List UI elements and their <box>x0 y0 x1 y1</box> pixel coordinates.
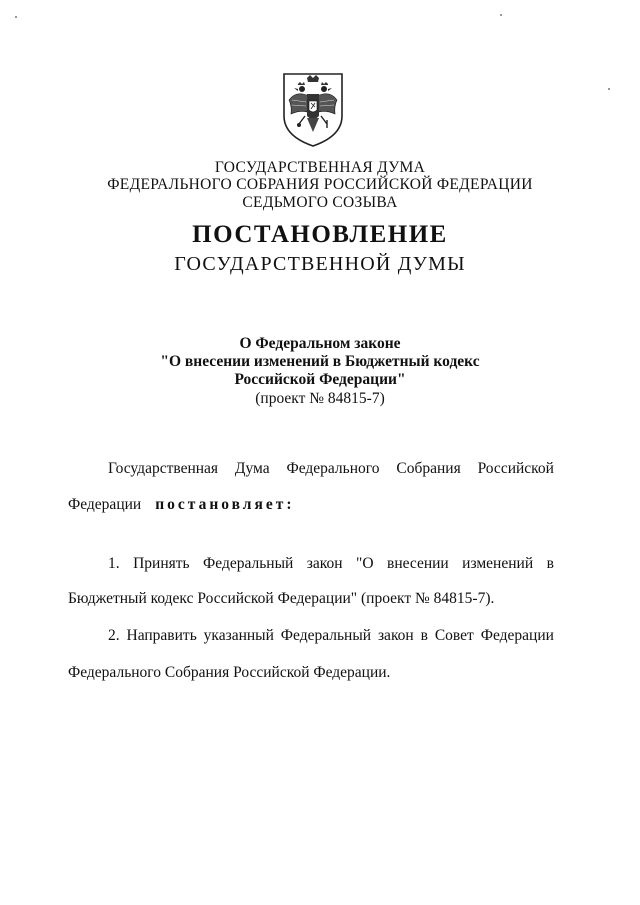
item-2-word: Федерации <box>480 627 554 644</box>
item-1-word: внесении <box>387 555 449 572</box>
item-1-word: Федеральный <box>203 555 294 572</box>
document-subtitle: ГОСУДАРСТВЕННОЙ ДУМЫ <box>174 253 466 275</box>
item-1-word: 1. <box>108 555 120 572</box>
item-2-line-2: Федерального Собрания Российской Федерации. <box>68 664 391 681</box>
preamble-word: Дума <box>234 460 270 477</box>
header-line-convocation: СЕДЬМОГО СОЗЫВА <box>242 194 398 211</box>
preamble-word: Государственная <box>108 460 219 477</box>
project-number: (проект № 84815-7) <box>255 390 385 407</box>
preamble-federation-word: Федерации <box>68 496 142 513</box>
item-2-word: Совет <box>434 627 474 644</box>
resolves-verb: постановляет: <box>155 496 295 513</box>
item-2-word: Федеральный <box>280 627 372 644</box>
item-2-word: указанный <box>203 627 274 644</box>
document-title: ПОСТАНОВЛЕНИЕ <box>192 221 448 248</box>
item-2-line-1 <box>108 627 554 645</box>
subject-line-3: Российской Федерации" <box>234 371 406 388</box>
subject-line-1: О Федеральном законе <box>239 335 401 352</box>
preamble-word: Федерального <box>286 460 380 477</box>
item-1-word: изменений <box>462 555 534 572</box>
double-headed-eagle-emblem-icon <box>280 70 346 148</box>
item-1-word: Принять <box>133 555 190 572</box>
item-1-line-1 <box>108 555 554 573</box>
preamble-line-1 <box>108 460 554 478</box>
subject-line-2: "О внесении изменений в Бюджетный кодекс <box>160 353 480 370</box>
item-1-line-2: Бюджетный кодекс Российской Федерации" (проект № 84815-7). <box>68 590 495 607</box>
scan-speck <box>15 16 17 18</box>
item-1-word: закон <box>306 555 343 572</box>
scan-speck <box>500 14 502 16</box>
preamble-word: Российской <box>477 460 554 477</box>
item-2-word: Направить <box>126 627 197 644</box>
item-2-word: закон <box>377 627 414 644</box>
item-2-word: 2. <box>108 627 120 644</box>
item-2-word: в <box>420 627 428 644</box>
preamble-line-2 <box>68 496 554 514</box>
item-1-word: "О <box>356 555 374 572</box>
header-line-federal-assembly: ФЕДЕРАЛЬНОГО СОБРАНИЯ РОССИЙСКОЙ ФЕДЕРАЦИИ <box>107 176 533 193</box>
preamble-word: Собрания <box>396 460 461 477</box>
scan-speck <box>608 88 610 90</box>
item-1-word: в <box>546 555 554 572</box>
header-line-duma: ГОСУДАРСТВЕННАЯ ДУМА <box>214 159 426 176</box>
